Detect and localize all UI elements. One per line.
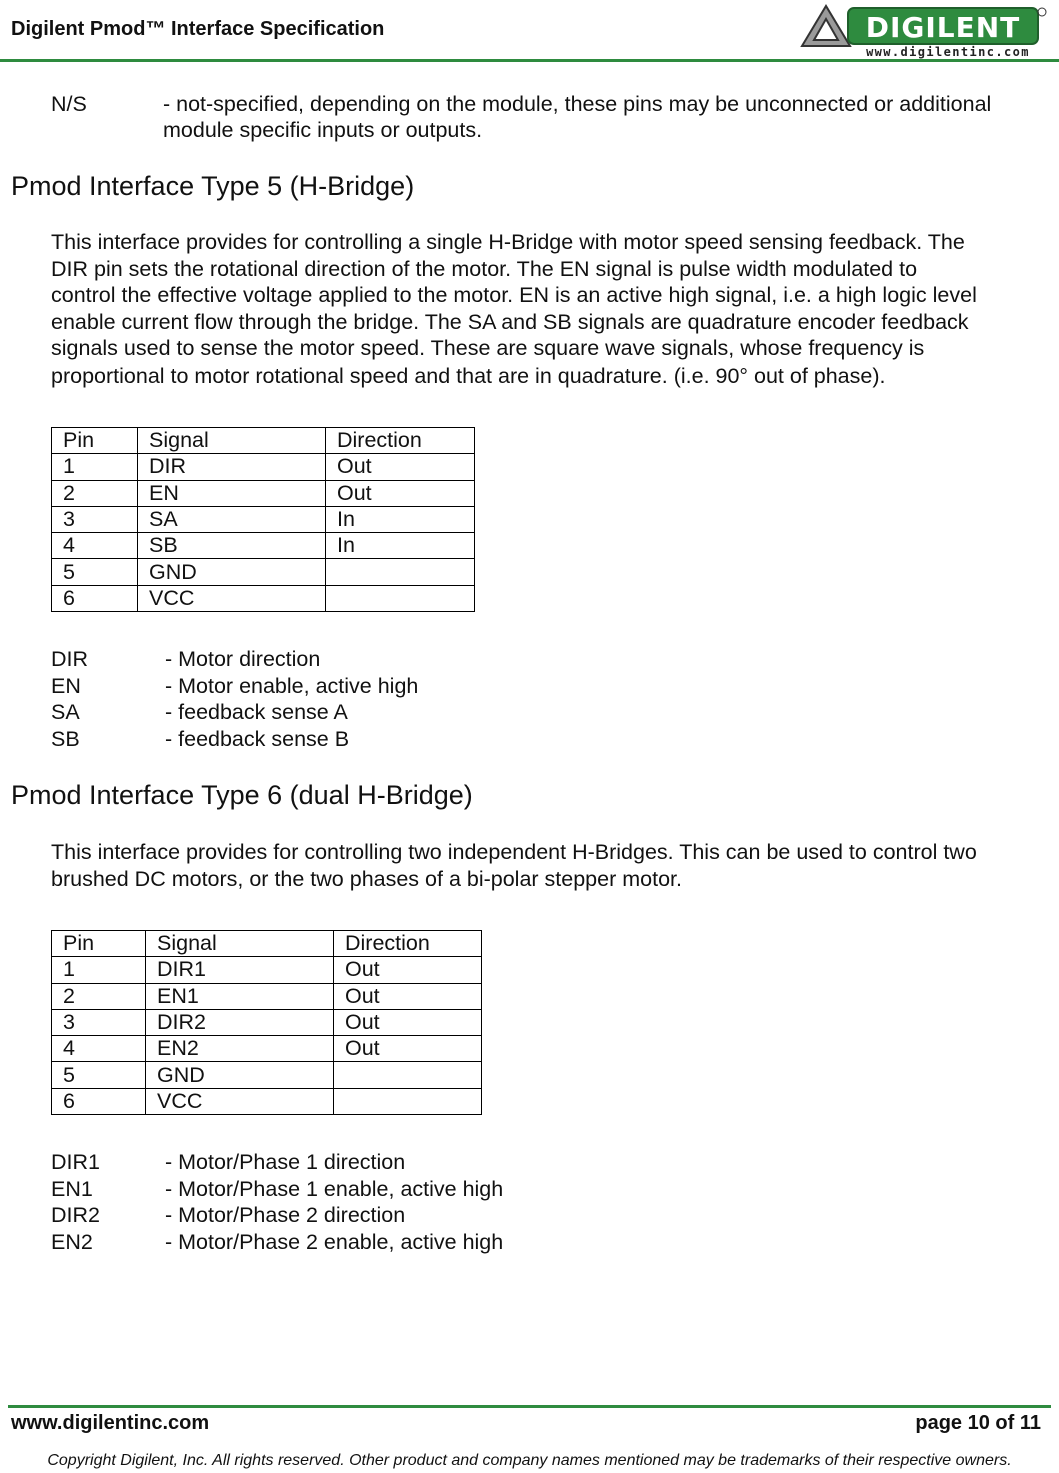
signal-cell: GND [146,1062,334,1088]
direction-cell: In [326,533,475,559]
legend-term: SA [51,700,80,724]
direction-cell: Out [334,957,482,983]
document-header-title: Digilent Pmod™ Interface Specification [11,18,385,40]
logo-url: www.digilentinc.com [866,45,1030,59]
paragraph-line: signals used to sense the motor speed. These are square wave signals, whose frequency is [51,336,925,360]
legend-item [51,1229,503,1256]
signal-cell: VCC [138,585,326,611]
legend-term: DIR2 [51,1203,100,1227]
pin-cell: 3 [52,1009,146,1035]
direction-cell [326,559,475,585]
legend-item [51,1202,503,1229]
paragraph-line: This interface provides for controlling two independent H-Bridges. This can be used to control two [51,840,977,864]
direction-cell [334,1088,482,1114]
table-header-row [52,428,475,454]
header-cell-pin: Pin [52,428,138,454]
direction-cell: Out [326,454,475,480]
pin-cell: 4 [52,533,138,559]
header-cell-signal: Signal [146,931,334,957]
paragraph-line: enable current flow through the bridge. The SA and SB signals are quadrature encoder feedback [51,309,969,334]
pin-cell: 6 [52,1088,146,1114]
header-rule [0,59,1059,62]
legend-item [51,699,418,726]
footer-page-number: page 10 of 11 [915,1412,1041,1434]
type-6-signal-legend [51,1149,503,1255]
direction-cell: Out [334,1009,482,1035]
table-row [52,480,475,506]
signal-cell: EN1 [146,983,334,1009]
legend-term: EN2 [51,1229,93,1254]
signal-cell: VCC [146,1088,334,1114]
table-row [52,454,475,480]
type-6-pin-table [51,930,482,1115]
table-header-row [52,931,482,957]
direction-cell [334,1062,482,1088]
legend-item [51,1149,503,1176]
table-row [52,585,475,611]
pin-cell: 4 [52,1036,146,1062]
legend-term: SB [51,726,80,751]
ns-term: N/S [51,92,87,116]
pin-cell: 1 [52,957,146,983]
paragraph-line: DIR pin sets the rotational direction of the motor. The EN signal is pulse width modulated to [51,256,918,281]
signal-cell: SB [138,533,326,559]
pin-cell: 5 [52,559,138,585]
direction-cell: Out [334,1036,482,1062]
ns-description-line-1: - not-specified, depending on the module, these pins may be unconnected or additional [163,92,992,116]
signal-cell: EN2 [146,1036,334,1062]
footer-site-url: www.digilentinc.com [11,1412,210,1434]
direction-cell: Out [326,480,475,506]
section-5-heading: Pmod Interface Type 5 (H-Bridge) [11,171,415,201]
pin-cell: 2 [52,480,138,506]
copyright-notice: Copyright Digilent, Inc. All rights reserved. Other product and company names mentioned may be trademarks of their respective owners. [47,1452,1012,1469]
pin-cell: 6 [52,585,138,611]
pin-cell: 1 [52,454,138,480]
direction-cell [326,585,475,611]
legend-description: - Motor/Phase 1 enable, active high [165,1176,504,1201]
footer-rule [8,1405,1051,1408]
legend-term: EN [51,673,81,698]
header-cell-pin: Pin [52,931,146,957]
legend-description: - Motor enable, active high [165,673,419,698]
table-row [52,1009,482,1035]
table-row [52,506,475,532]
legend-term: EN1 [51,1176,93,1201]
legend-description: - Motor/Phase 2 enable, active high [165,1229,504,1254]
pin-cell: 5 [52,1062,146,1088]
signal-cell: SA [138,506,326,532]
paragraph-line: control the effective voltage applied to the motor. EN is an active high signal, i.e. a high logic level [51,283,977,307]
table-row [52,1088,482,1114]
header-cell-direction: Direction [334,931,482,957]
legend-item [51,726,418,753]
signal-cell: DIR [138,454,326,480]
legend-description: - Motor/Phase 2 direction [165,1203,406,1227]
table-row [52,1062,482,1088]
section-6-heading: Pmod Interface Type 6 (dual H-Bridge) [11,780,473,810]
table-row [52,1036,482,1062]
legend-description: - feedback sense B [165,726,350,751]
table-row [52,559,475,585]
section-5-paragraph [51,229,977,389]
header-cell-signal: Signal [138,428,326,454]
type-5-pin-table [51,427,475,612]
legend-description: - feedback sense A [165,700,348,724]
direction-cell: Out [334,983,482,1009]
signal-cell: GND [138,559,326,585]
direction-cell: In [326,506,475,532]
signal-cell: DIR1 [146,957,334,983]
signal-cell: EN [138,480,326,506]
pin-cell: 3 [52,506,138,532]
header-cell-direction: Direction [326,428,475,454]
legend-term: DIR1 [51,1150,100,1174]
table-row [52,957,482,983]
logo-wordmark: DIGILENT [865,11,1021,44]
table-row [52,533,475,559]
paragraph-line: This interface provides for controlling a single H-Bridge with motor speed sensing feedback. The [51,230,965,254]
legend-description: - Motor/Phase 1 direction [165,1150,406,1174]
legend-item [51,646,418,673]
paragraph-line: proportional to motor rotational speed and that are in quadrature. (i.e. 90° out of phase). [51,363,886,388]
pin-cell: 2 [52,983,146,1009]
table-row [52,983,482,1009]
paragraph-line: brushed DC motors, or the two phases of a bi-polar stepper motor. [51,866,682,891]
section-6-paragraph [51,839,977,892]
signal-cell: DIR2 [146,1009,334,1035]
legend-item [51,673,418,700]
type-5-signal-legend [51,646,418,752]
legend-description: - Motor direction [165,647,321,671]
digilent-logo [796,2,1048,60]
legend-term: DIR [51,647,89,671]
ns-description-line-2: module specific inputs or outputs. [163,118,483,142]
legend-item [51,1176,503,1203]
